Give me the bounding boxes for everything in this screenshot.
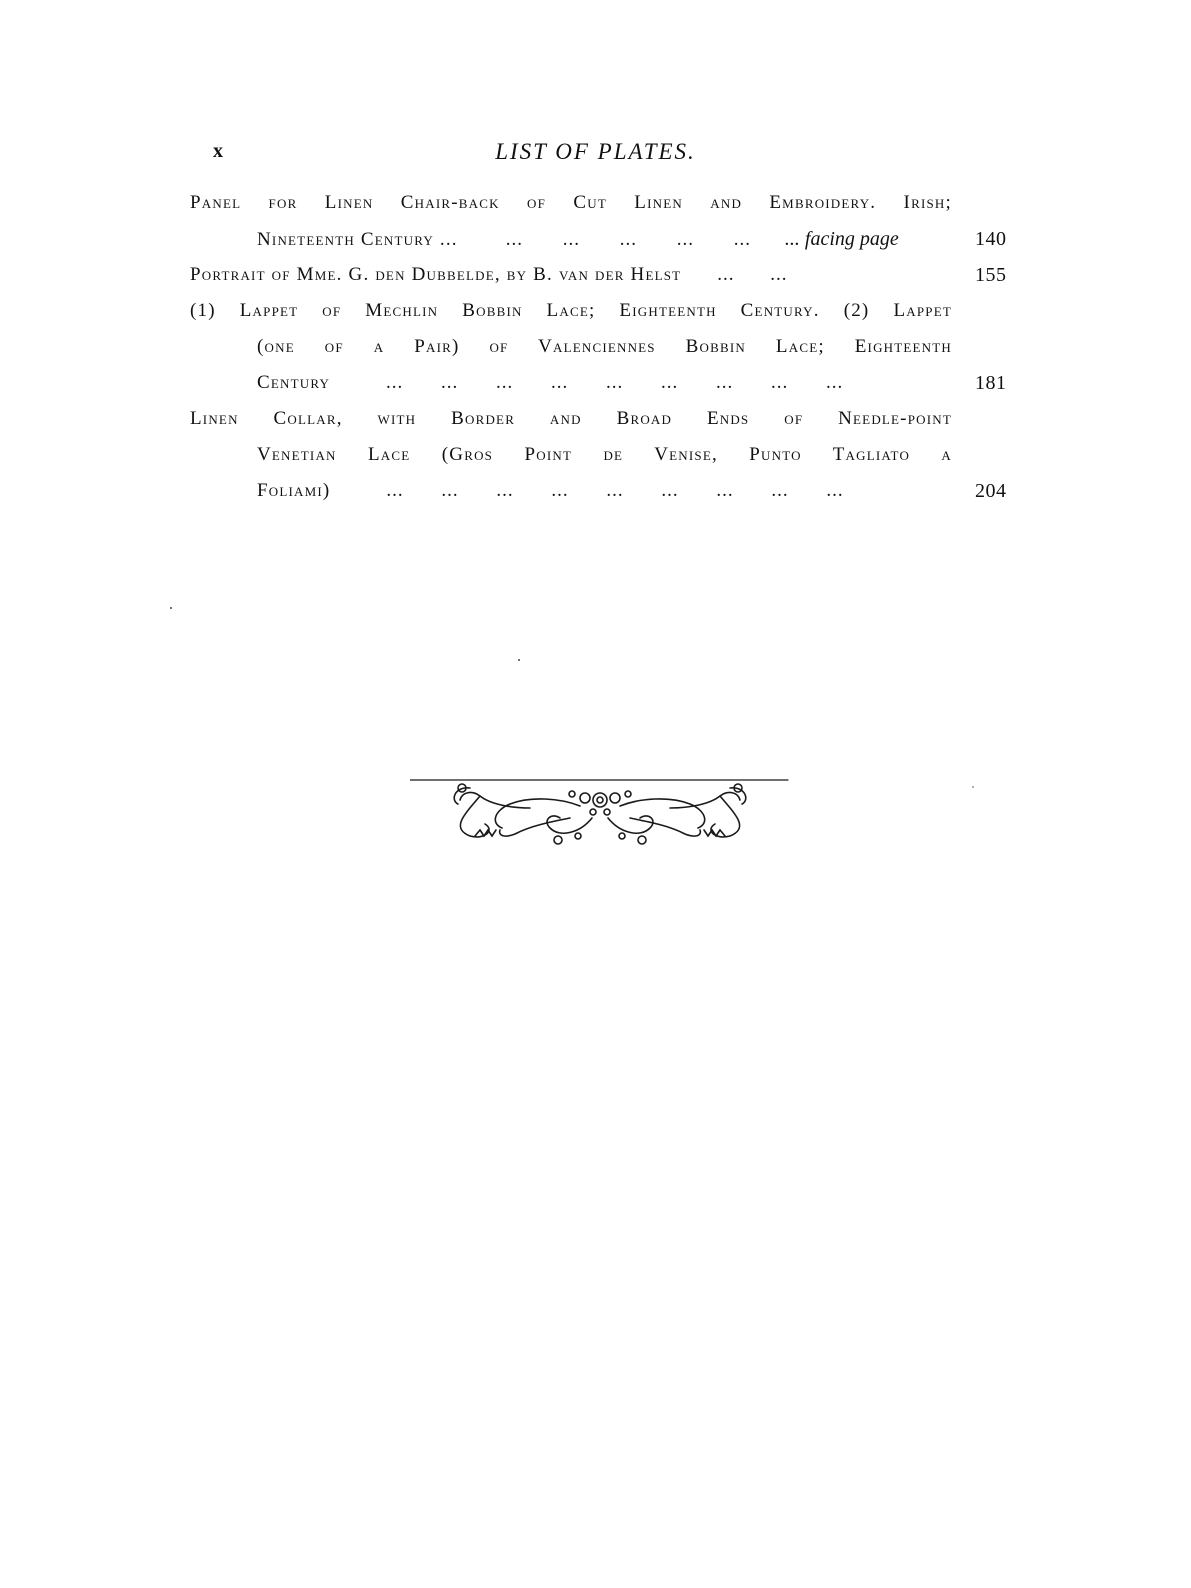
page-reference: 155 <box>975 264 1007 286</box>
plate-entry <box>190 404 1010 512</box>
plate-entry <box>190 188 1010 260</box>
plate-entry <box>190 296 1010 404</box>
dot-leaders: ... ... ... ... ... ... ... ... ... <box>386 372 844 393</box>
entry-line-with-leaders <box>190 260 1010 296</box>
print-speck <box>518 659 520 661</box>
entry-line-text: Nineteenth Century ... <box>257 229 458 250</box>
page-number: x <box>213 140 223 162</box>
entry-line: Linen Collar, with Border and Broad Ends of Needle-point <box>190 408 952 429</box>
tailpiece-ornament-icon <box>410 778 790 848</box>
dot-leaders: ... ... ... ... ... ... ... ... ... <box>386 480 844 501</box>
entry-line: Panel for Linen Chair-back of Cut Linen and Embroidery. Irish; <box>190 192 952 213</box>
entry-line: (one of a Pair) of Valenciennes Bobbin Lace; Eighteenth <box>257 336 952 357</box>
entry-line-text: Foliami) <box>257 480 331 501</box>
entry-line-text: Century <box>257 372 331 393</box>
print-speck <box>170 607 172 609</box>
dot-leaders: ... ... ... ... ... <box>505 229 751 250</box>
print-speck <box>972 786 974 788</box>
entry-line-with-leaders <box>190 224 1010 260</box>
entry-line-with-leaders <box>190 476 1010 512</box>
entry-line-text: Portrait of Mme. G. den Dubbelde, by B. van der Helst <box>190 264 682 285</box>
plate-entry <box>190 260 1010 296</box>
page-reference: 140 <box>975 228 1007 250</box>
entry-line-with-leaders <box>190 368 1010 404</box>
page-reference: 204 <box>975 480 1007 502</box>
dot-leaders: ... ... <box>717 264 788 285</box>
entry-line: Venetian Lace (Gros Point de Venise, Punto Tagliato a <box>257 444 952 465</box>
page-reference: 181 <box>975 372 1007 394</box>
entry-line: (1) Lappet of Mechlin Bobbin Lace; Eighteenth Century. (2) Lappet <box>190 300 952 321</box>
plates-list <box>190 188 1010 512</box>
running-head-title: LIST OF PLATES. <box>495 139 696 164</box>
facing-page-label: ... facing page <box>784 228 899 250</box>
